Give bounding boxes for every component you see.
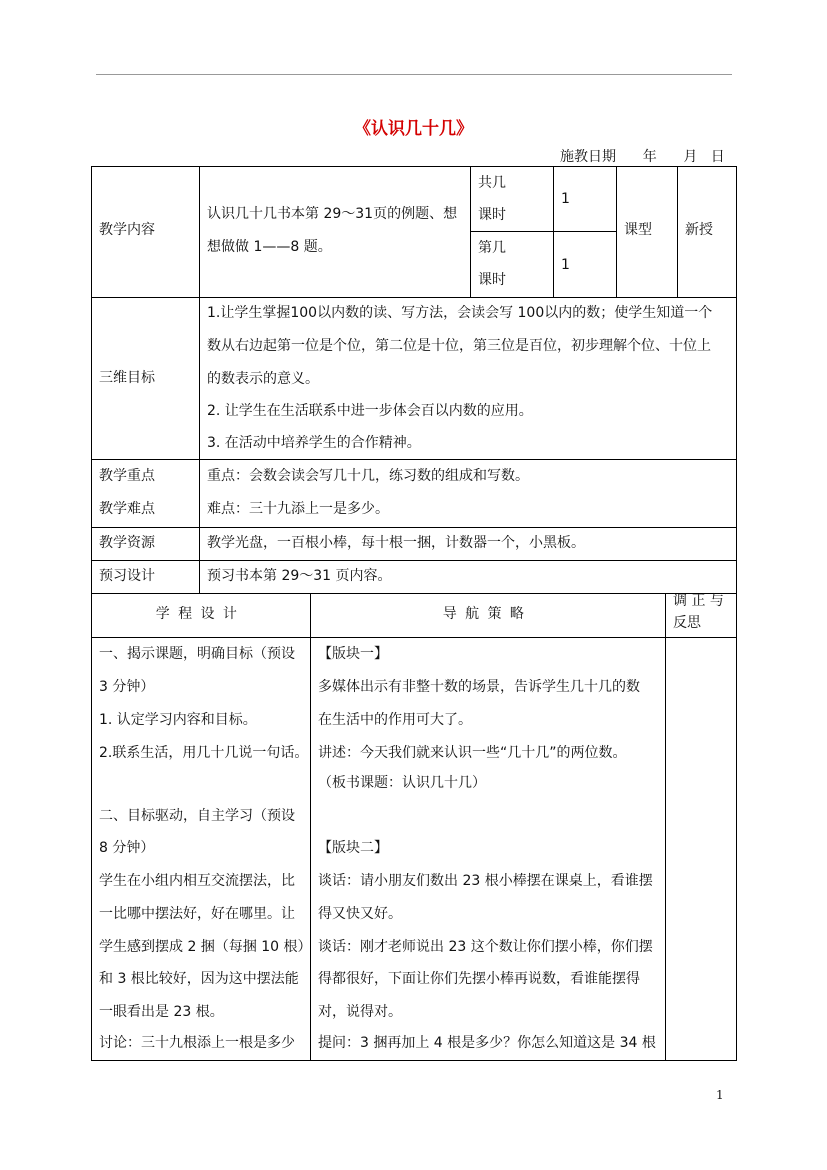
preview-text: 预习书本第 29～31 页内容。: [207, 568, 392, 584]
goals-line-2: 数从右边起第一位是个位，第二位是十位，第三位是百位，初步理解个位、十位上: [207, 338, 711, 354]
total-periods-value: 1: [561, 191, 570, 207]
left-line-7: 8 分钟）: [99, 840, 155, 856]
header-rule: [96, 74, 732, 75]
right-line-10: 谈话：刚才老师说出 23 这个数让你们摆小棒，你们摆: [318, 939, 653, 955]
left-line-13: 讨论：三十九根添上一根是多少: [99, 1035, 295, 1051]
left-line-9: 一比哪中摆法好，好在哪里。让: [99, 906, 295, 922]
left-line-2: 3 分钟）: [99, 679, 155, 695]
right-line-11: 得都很好，下面让你们先摆小棒再说数，看谁能摆得: [318, 971, 640, 987]
right-line-1: 【版块一】: [318, 646, 388, 662]
right-line-2: 多媒体出示有非整十数的场景，告诉学生几十几的数: [318, 679, 640, 695]
goals-label: 三维目标: [99, 370, 155, 386]
document-title: 《认识几十几》: [354, 119, 473, 139]
right-line-13: 提问：3 捆再加上 4 根是多少？你怎么知道这是 34 根: [318, 1035, 656, 1051]
right-line-3: 在生活中的作用可大了。: [318, 712, 472, 728]
lesson-type-label: 课型: [624, 222, 652, 238]
page-number: 1: [716, 1088, 724, 1102]
resources-text: 教学光盘，一百根小棒，每十根一捆，计数器一个，小黑板。: [207, 535, 585, 551]
content-line-1: 认识几十几书本第 29～31页的例题、想: [207, 206, 458, 222]
reflection-header-line-2: 反思: [673, 615, 701, 631]
total-periods-label-1: 共几: [478, 175, 506, 191]
lesson-type-value: 新授: [685, 222, 713, 238]
navigation-strategy-header: 导航策略: [442, 606, 533, 622]
right-line-9: 得又快又好。: [318, 906, 402, 922]
learning-design-header: 学程设计: [155, 606, 246, 622]
difficulties-text: 难点：三十九添上一是多少。: [207, 501, 389, 517]
teaching-date-line: 施教日期 年 月 日: [560, 149, 725, 165]
right-line-8: 谈话：请小朋友们数出 23 根小棒摆在课桌上，看谁摆: [318, 873, 653, 889]
right-line-7: 【版块二】: [318, 840, 388, 856]
preview-label: 预习设计: [99, 568, 155, 584]
total-periods-label-2: 课时: [478, 207, 506, 223]
right-line-12: 对，说得对。: [318, 1004, 402, 1020]
goals-line-3: 的数表示的意义。: [207, 371, 319, 387]
nth-period-value: 1: [561, 257, 570, 273]
nth-period-label-1: 第几: [478, 240, 506, 256]
left-line-8: 学生在小组内相互交流摆法，比: [99, 873, 295, 889]
resources-label: 教学资源: [99, 535, 155, 551]
content-label: 教学内容: [99, 222, 155, 238]
left-line-4: 2.联系生活，用几十几说一句话。: [99, 745, 309, 761]
reflection-header-line-1: 调 正 与: [673, 593, 724, 609]
goals-line-1: 1.让学生掌握100以内数的读、写方法，会读会写 100以内的数；使学生知道一个: [207, 305, 713, 321]
nth-period-label-2: 课时: [478, 272, 506, 288]
left-line-10: 学生感到摆成 2 捆（每捆 10 根）: [99, 939, 312, 955]
goals-line-5: 3. 在活动中培养学生的合作精神。: [207, 435, 421, 451]
right-line-5: （板书课题：认识几十几）: [318, 775, 486, 791]
left-line-11: 和 3 根比较好，因为这中摆法能: [99, 971, 299, 987]
right-line-4: 讲述：今天我们就来认识一些“几十几”的两位数。: [318, 745, 627, 761]
left-line-6: 二、目标驱动，自主学习（预设: [99, 808, 295, 824]
key-points-label: 教学重点: [99, 468, 155, 484]
left-line-12: 一眼看出是 23 根。: [99, 1004, 224, 1020]
goals-line-4: 2. 让学生在生活联系中进一步体会百以内数的应用。: [207, 403, 533, 419]
content-line-2: 想做做 1——8 题。: [207, 239, 332, 255]
left-line-1: 一、揭示课题，明确目标（预设: [99, 646, 295, 662]
left-line-3: 1. 认定学习内容和目标。: [99, 712, 257, 728]
key-points-text: 重点：会数会读会写几十几，练习数的组成和写数。: [207, 468, 529, 484]
difficulties-label: 教学难点: [99, 501, 155, 517]
